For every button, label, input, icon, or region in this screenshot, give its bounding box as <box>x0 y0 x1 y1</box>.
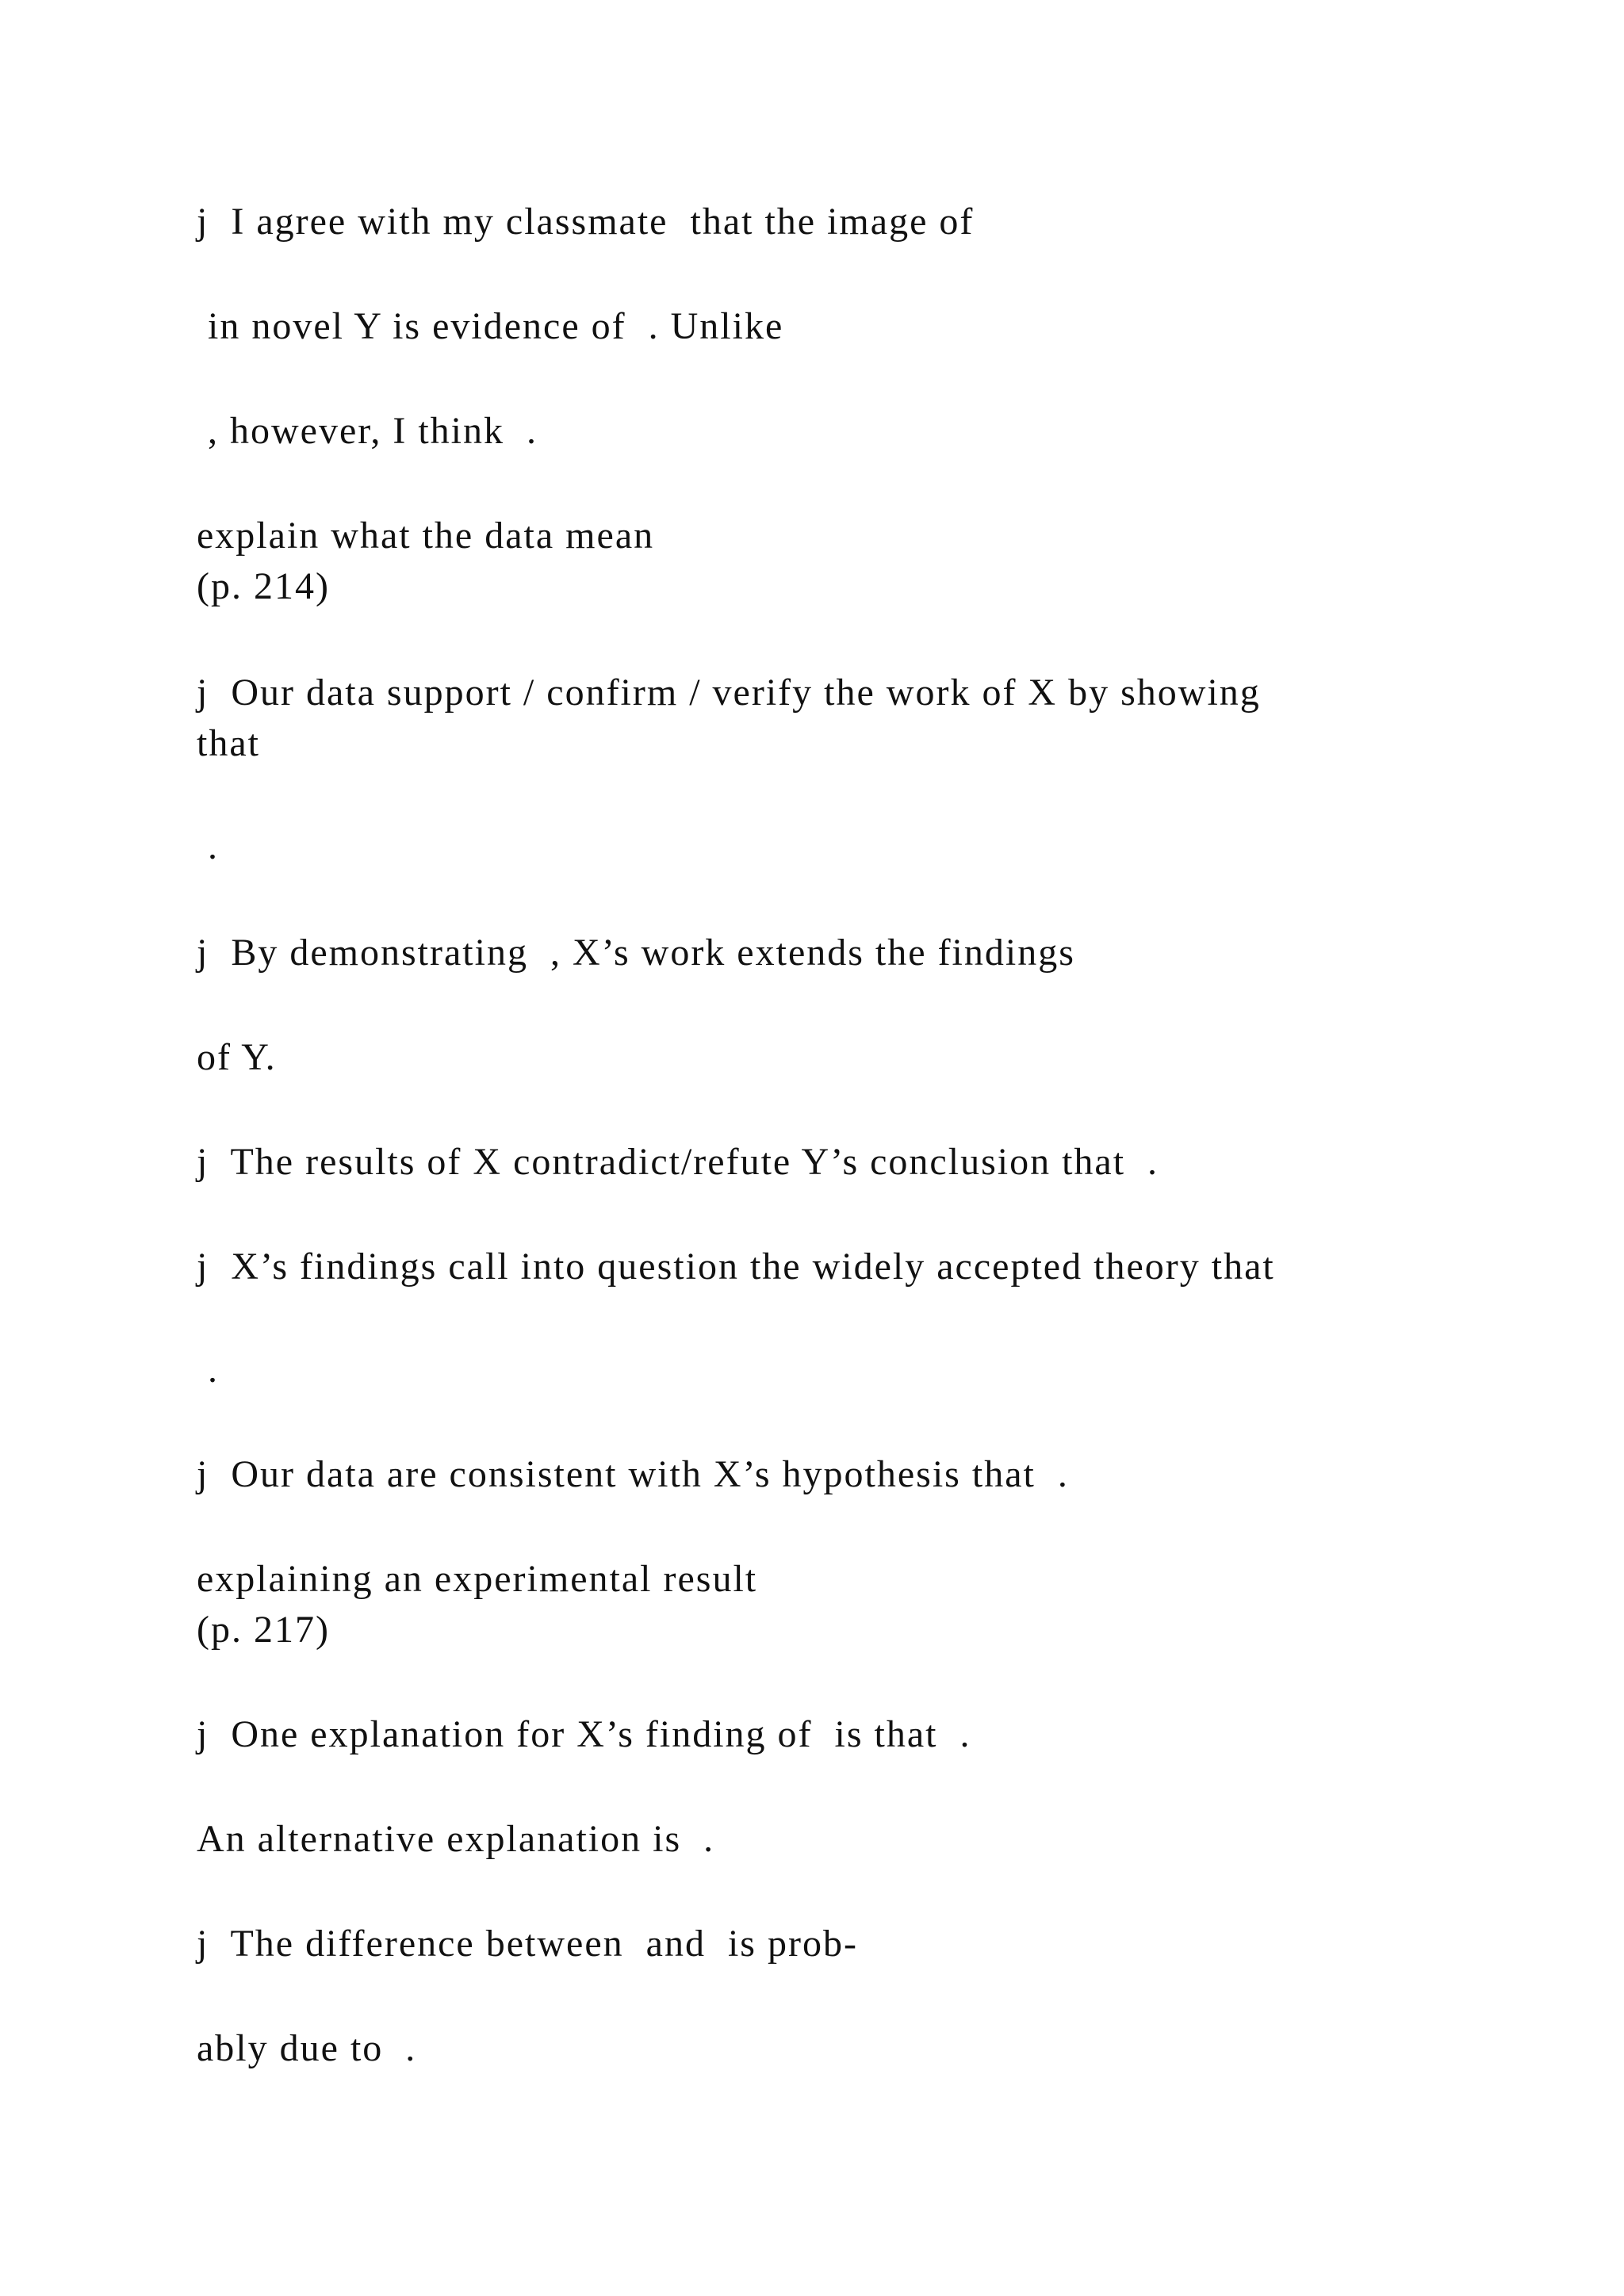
text-line: . <box>197 1349 219 1391</box>
text-line: j By demonstrating , X’s work extends the findings <box>197 932 1075 974</box>
text-line: of Y. <box>197 1036 277 1078</box>
text-line: , however, I think . <box>197 410 538 452</box>
text-line: that <box>197 722 260 764</box>
section-heading: explain what the data mean <box>197 515 655 557</box>
text-line: j One explanation for X’s finding of is that . <box>197 1713 971 1755</box>
text-line: j Our data support / confirm / verify the work of X by showing <box>197 672 1261 714</box>
text-line: in novel Y is evidence of . Unlike <box>197 305 784 347</box>
text-line: j The results of X contradict/refute Y’s conclusion that . <box>197 1141 1159 1183</box>
text-line: j Our data are consistent with X’s hypothesis that . <box>197 1453 1069 1495</box>
text-line: j X’s findings call into question the widely accepted theory that <box>197 1246 1275 1288</box>
text-line: . <box>197 825 219 867</box>
text-line: j The difference between and is prob- <box>197 1923 858 1965</box>
text-line: An alternative explanation is . <box>197 1818 715 1860</box>
page-reference: (p. 217) <box>197 1609 330 1651</box>
text-line: j I agree with my classmate that the image of <box>197 201 975 243</box>
text-line: ably due to . <box>197 2027 417 2069</box>
page-reference: (p. 214) <box>197 565 330 607</box>
section-heading: explaining an experimental result <box>197 1558 758 1600</box>
